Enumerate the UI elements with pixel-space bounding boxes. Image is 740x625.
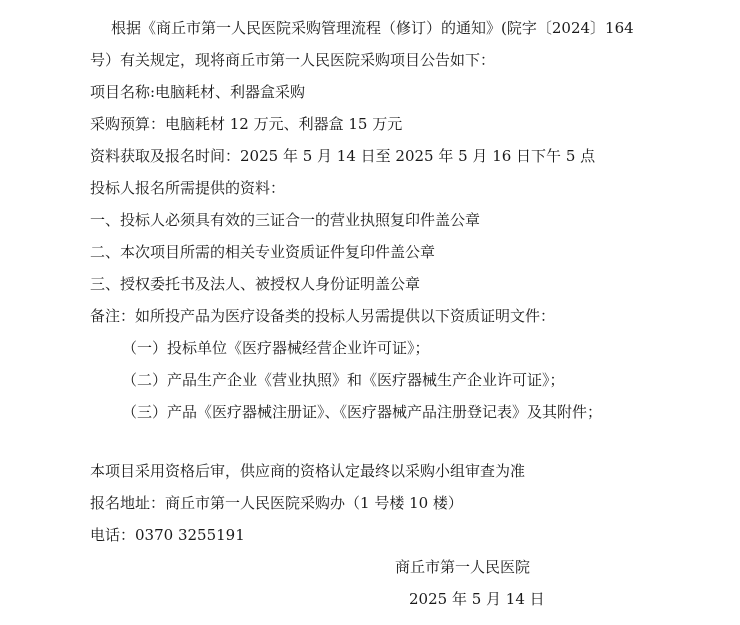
intro-line-1: 根据《商丘市第一人民医院采购管理流程（修订）的通知》(院字〔2024〕164 — [111, 19, 634, 37]
signature-date: 2025 年 5 月 14 日 — [409, 590, 545, 608]
remark-item-2: （二）产品生产企业《营业执照》和《医疗器械生产企业许可证》； — [122, 371, 565, 389]
project-name: 项目名称:电脑耗材、利器盒采购 — [90, 83, 306, 101]
signature-org: 商丘市第一人民医院 — [395, 558, 531, 576]
address: 报名地址：商丘市第一人民医院采购办（1 号楼 10 楼） — [90, 494, 463, 512]
remark-item-3: （三）产品《医疗器械注册证》、《医疗器械产品注册登记表》及其附件； — [122, 403, 603, 421]
intro-line-2: 号）有关规定，现将商丘市第一人民医院采购项目公告如下： — [90, 51, 496, 69]
budget: 采购预算：电脑耗材 12 万元、利器盒 15 万元 — [90, 115, 403, 133]
material-item-3: 三、授权委托书及法人、被授权人身份证明盖公章 — [90, 275, 421, 293]
review-note: 本项目采用资格后审，供应商的资格认定最终以采购小组审查为准 — [90, 462, 526, 480]
remark-heading: 备注：如所投产品为医疗设备类的投标人另需提供以下资质证明文件： — [90, 307, 556, 325]
remark-item-1: （一）投标单位《医疗器械经营企业许可证》； — [122, 339, 430, 357]
phone: 电话：0370 3255191 — [90, 526, 245, 544]
material-item-2: 二、本次项目所需的相关专业资质证件复印件盖公章 — [90, 243, 436, 261]
registration-time: 资料获取及报名时间：2025 年 5 月 14 日至 2025 年 5 月 16 日下午 5 点 — [90, 147, 596, 165]
material-item-1: 一、投标人必须具有效的三证合一的营业执照复印件盖公章 — [90, 211, 481, 229]
materials-heading: 投标人报名所需提供的资料： — [90, 179, 286, 197]
